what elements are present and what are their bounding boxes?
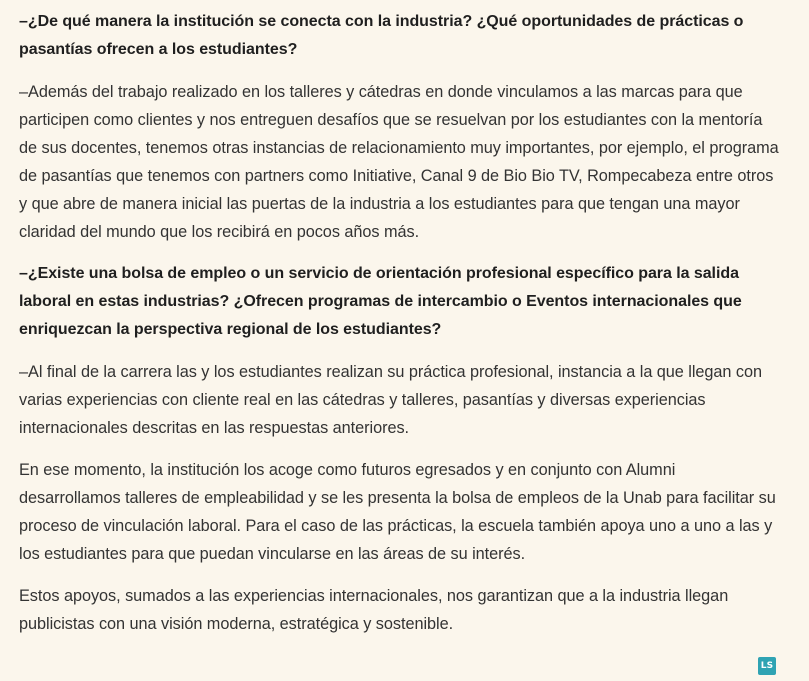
interview-question-1: –¿De qué manera la institución se conecta con la industria? ¿Qué oportunidades de prácticas o pasantías ofrecen a los estudiantes? bbox=[19, 13, 744, 58]
interview-answer-1: –Además del trabajo realizado en los talleres y cátedras en donde vinculamos a las marcas para que participen como clientes y nos entreguen desafíos que se resuelvan por los estudiantes con la mentoría de sus docentes, tenemos otras instancias de relacionamiento muy importantes, por ejemplo, el programa de pasantías que tenemos con partners como Initiative, Canal 9 de Bio Bio TV, Rompecabeza entre otros y que abre de manera inicial las puertas de la industria a los estudiantes para que tengan una mayor claridad del mundo que los recibirá en pocos años más. bbox=[19, 83, 779, 241]
interview-answer-2-continued: En ese momento, la institución los acoge como futuros egresados y en conjunto con Alumni desarrollamos talleres de empleabilidad y se les presenta la bolsa de empleos de la Unab para facilitar su proceso de vinculación laboral. Para el caso de las prácticas, la escuela también apoya uno a uno a las y los estudiantes para que puedan vincularse en las áreas de su interés. bbox=[19, 461, 776, 563]
ls-logo-badge[interactable]: LS bbox=[758, 657, 776, 675]
interview-answer-2: –Al final de la carrera las y los estudiantes realizan su práctica profesional, instancia a la que llegan con varias experiencias con cliente real en las cátedras y talleres, pasantías y diversas experiencias internacionales descritas en las respuestas anteriores. bbox=[19, 363, 763, 437]
article-body bbox=[19, 8, 779, 652]
interview-question-2: –¿Existe una bolsa de empleo o un servicio de orientación profesional específico para la salida laboral en estas industrias? ¿Ofrecen programas de intercambio o Eventos internacionales que enriquezcan la perspectiva regional de los estudiantes? bbox=[19, 265, 742, 338]
interview-answer-2-closing: Estos apoyos, sumados a las experiencias internacionales, nos garantizan que a la industria llegan publicistas con una visión moderna, estratégica y sostenible. bbox=[19, 587, 729, 633]
